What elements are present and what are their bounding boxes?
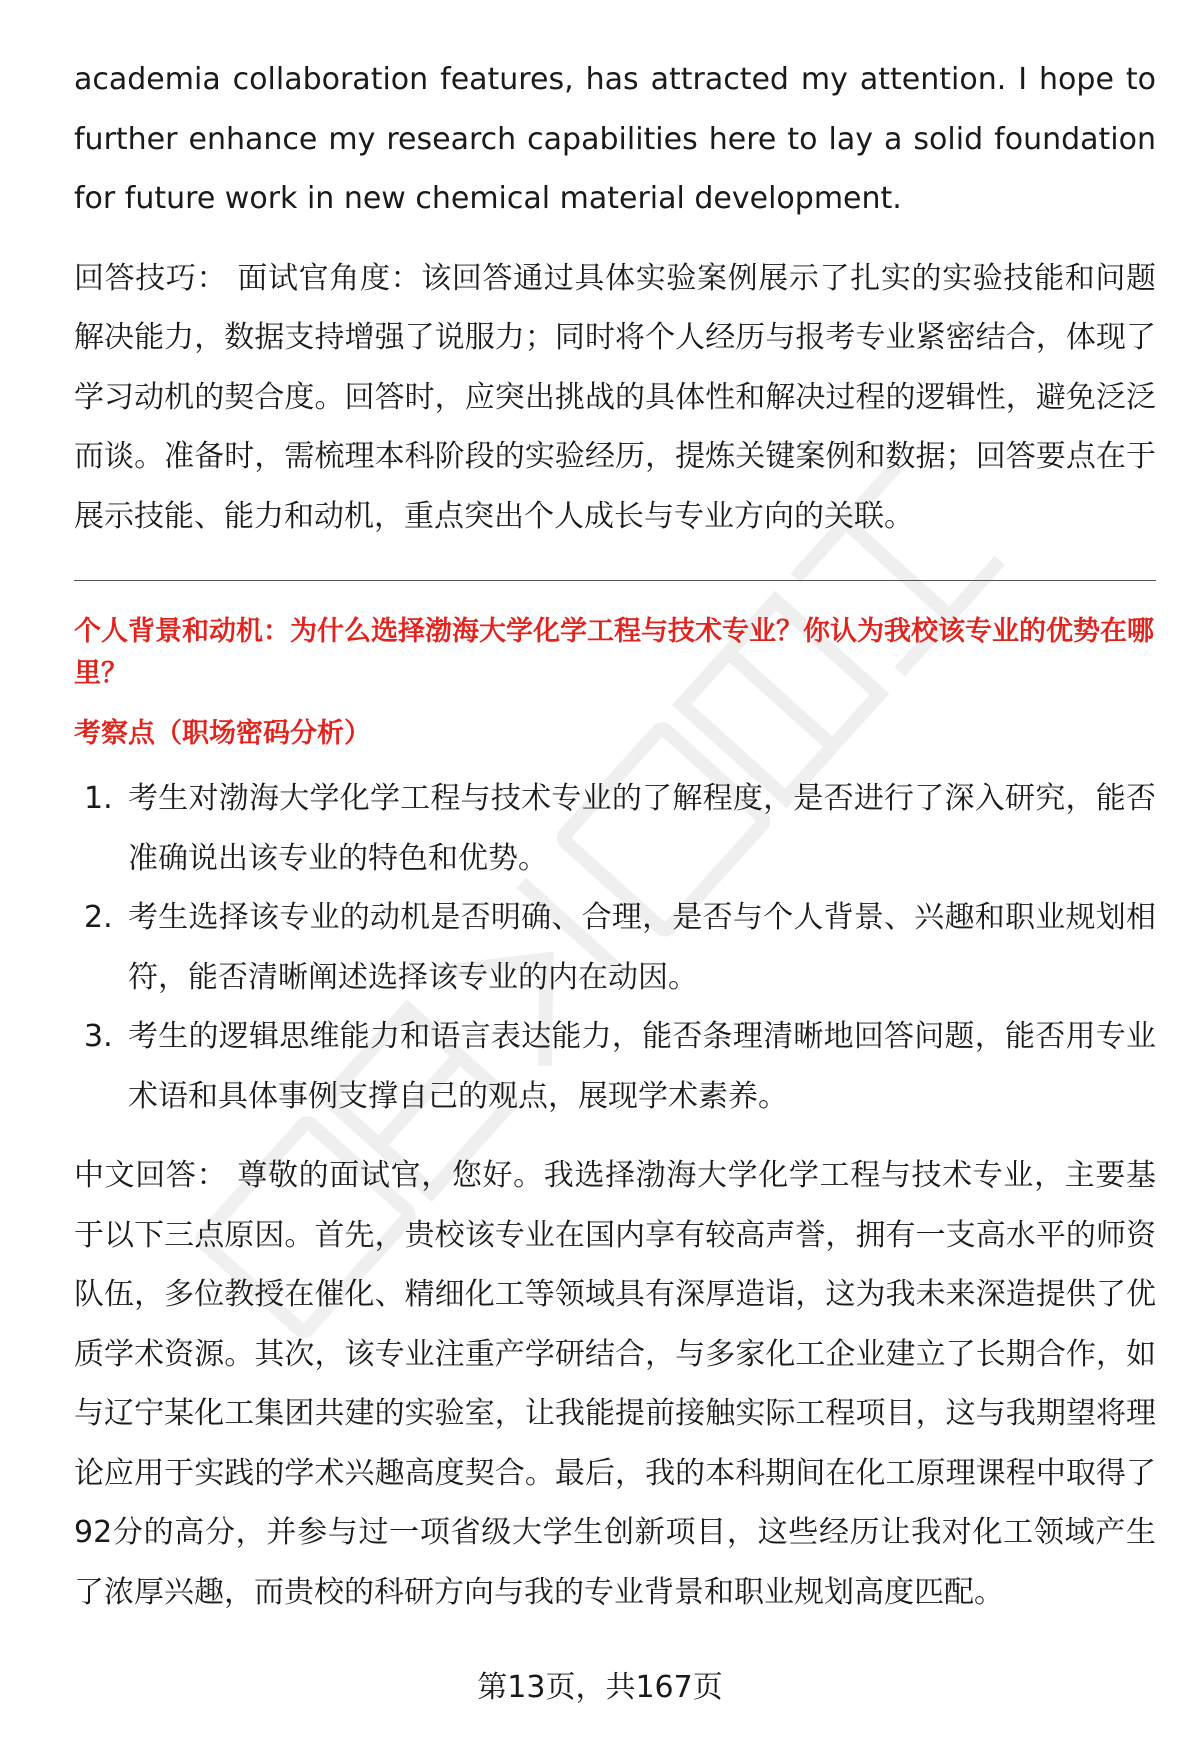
examine-points-list [74,769,1156,1126]
question-heading: 个人背景和动机：为什么选择渤海大学化学工程与技术专业？你认为我校该专业的优势在哪里？ [74,616,1154,689]
examine-points-heading: 考察点（职场密码分析） [74,718,371,749]
list-item-text: 考生选择该专业的动机是否明确、合理，是否与个人背景、兴趣和职业规划相符，能否清晰阐述选择该专业的内在动因。 [128,900,1156,995]
intro-english-paragraph: academia collaboration features, has attracted my attention. I hope to further enhance my research capabilities here to lay a solid foundation for future work in new chemical material development. [74,62,1156,216]
list-item-text: 考生的逻辑思维能力和语言表达能力，能否条理清晰地回答问题，能否用专业术语和具体事例支撑自己的观点，展现学术素养。 [128,1019,1156,1114]
chinese-answer-paragraph: 中文回答： 尊敬的面试官，您好。我选择渤海大学化学工程与技术专业，主要基于以下三点原因。首先，贵校该专业在国内享有较高声誉，拥有一支高水平的师资队伍，多位教授在催化、精细化工等领域具有深厚造诣，这为我未来深造提供了优质学术资源。其次，该专业注重产学研结合，与多家化工企业建立了长期合作，如与辽宁某化工集团共建的实验室，让我能提前接触实际工程项目，这与我期望将理论应用于实践的学术兴趣高度契合。最后，我的本科期间在化工原理课程中取得了92分的高分，并参与过一项省级大学生创新项目，这些经历让我对化工领域产生了浓厚兴趣，而贵校的科研方向与我的专业背景和职业规划高度匹配。 [74,1158,1156,1610]
document-page [74,50,1156,1622]
list-item-number: 3. [84,1019,113,1054]
answer-tips-paragraph: 回答技巧： 面试官角度：该回答通过具体实验案例展示了扎实的实验技能和问题解决能力，数据支持增强了说服力；同时将个人经历与报考专业紧密结合，体现了学习动机的契合度。回答时，应突出挑战的具体性和解决过程的逻辑性，避免泛泛而谈。准备时，需梳理本科阶段的实验经历，提炼关键案例和数据；回答要点在于展示技能、能力和动机，重点突出个人成长与专业方向的关联。 [74,260,1156,534]
list-item [74,1007,1156,1126]
list-item-text: 考生对渤海大学化学工程与技术专业的了解程度，是否进行了深入研究，能否准确说出该专业的特色和优势。 [128,781,1156,876]
list-item-number: 1. [84,781,113,816]
list-item [74,888,1156,1007]
list-item [74,769,1156,888]
page-number-footer: 第13页，共167页 [477,1670,723,1705]
section-divider [74,580,1156,581]
list-item-number: 2. [84,900,113,935]
